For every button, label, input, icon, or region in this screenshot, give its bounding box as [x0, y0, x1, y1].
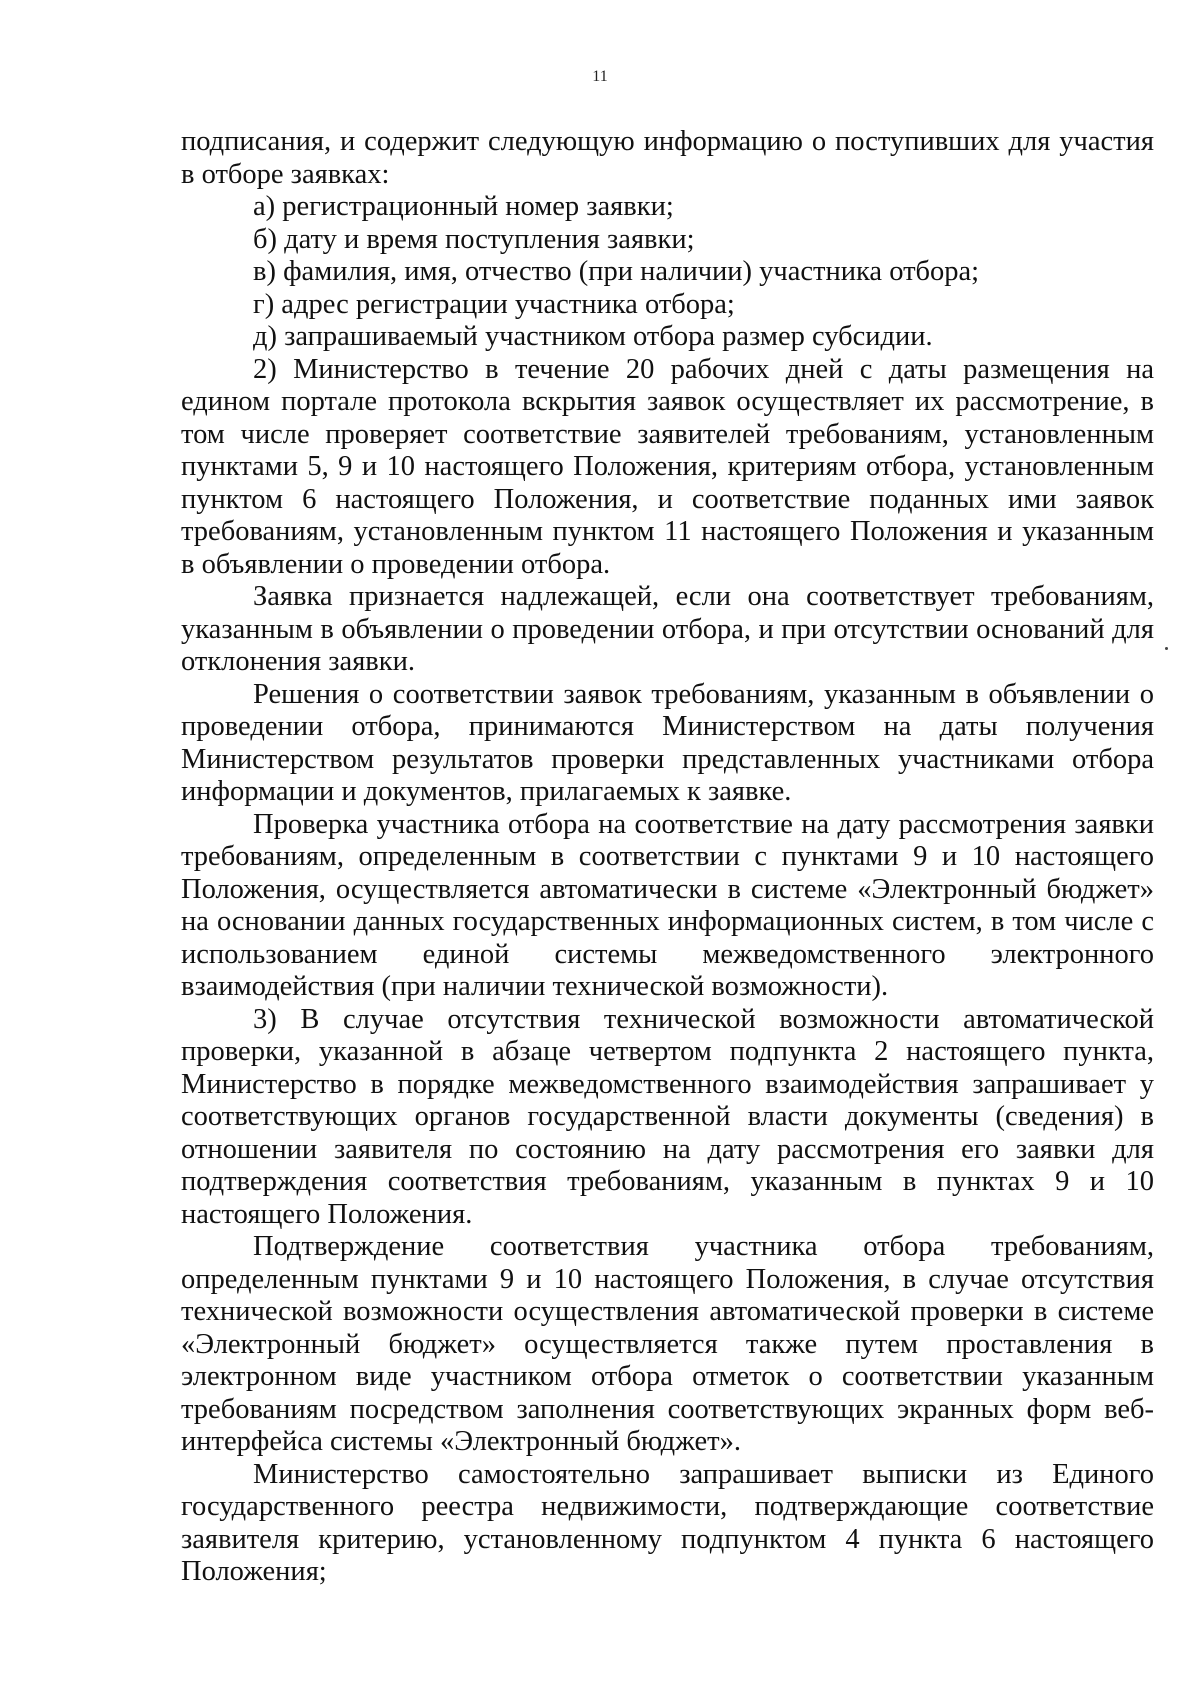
list-item-a: а) регистрационный номер заявки;: [253, 191, 674, 222]
list-item-v: в) фамилия, имя, отчество (при наличии) участника отбора;: [253, 256, 980, 287]
scan-dot-mark: [1165, 647, 1168, 650]
document-body: [181, 126, 1154, 1589]
paragraph-proper-application: Заявка признается надлежащей, если она соответствует требованиям, указанным в объявлении о проведении отбора, и при отсутствии оснований для отклонения заявки.: [181, 581, 1154, 677]
paragraph-confirmation: Подтверждение соответствия участника отбора требованиям, определенным пунктами 9 и 10 настоящего Положения, в случае отсутствия технической возможности осуществления автоматической проверки в системе «Электронный бюджет» осуществляется также путем проставления в электронном виде участником отбора отметок о соответствии указанным требованиям посредством заполнения соответствующих экранных форм веб-интерфейса системы «Электронный бюджет».: [181, 1231, 1154, 1457]
paragraph-registry-extracts: Министерство самостоятельно запрашивает выписки из Единого государственного реестра недвижимости, подтверждающие соответствие заявителя критерию, установленному подпунктом 4 пункта 6 настоящего Положения;: [181, 1458, 1154, 1587]
paragraph-review: 2) Министерство в течение 20 рабочих дней с даты размещения на едином портале протокола вскрытия заявок осуществляет их рассмотрение, в том числе проверяет соответствие заявителей требованиям, установленным пунктами 5, 9 и 10 настоящего Положения, критериям отбора, установленным пунктом 6 настоящего Положения, и соответствие поданных ими заявок требованиям, установленным пунктом 11 настоящего Положения и указанным в объявлении о проведении отбора.: [181, 353, 1154, 580]
page-number: 11: [592, 68, 608, 85]
list-item-g: г) адрес регистрации участника отбора;: [253, 288, 735, 320]
paragraph-interagency-request: 3) В случае отсутствия технической возможности автоматической проверки, указанной в абзаце четвертом подпункта 2 настоящего пункта, Министерство в порядке межведомственного взаимодействия запрашивает у соответствующих органов государственной власти документы (сведения) в отношении заявителя по состоянию на дату рассмотрения его заявки для подтверждения соответствия требованиям, указанным в пунктах 9 и 10 настоящего Положения.: [181, 1003, 1154, 1230]
paragraph-automatic-check: Проверка участника отбора на соответствие на дату рассмотрения заявки требованиям, определенным в соответствии с пунктами 9 и 10 настоящего Положения, осуществляется автоматически в системе «Электронный бюджет» на основании данных государственных информационных систем, в том числе с использованием единой системы межведомственного электронного взаимодействия (при наличии технической возможности).: [181, 808, 1154, 1002]
list-item-d: д) запрашиваемый участником отбора размер субсидии.: [253, 321, 933, 352]
intro-paragraph: подписания, и содержит следующую информацию о поступивших для участия в отборе заявках:: [181, 126, 1154, 190]
paragraph-decisions: Решения о соответствии заявок требованиям, указанным в объявлении о проведении отбора, принимаются Министерством на даты получения Министерством результатов проверки представленных участниками отбора информации и документов, прилагаемых к заявке.: [181, 678, 1154, 807]
list-item-b: б) дату и время поступления заявки;: [253, 223, 695, 255]
